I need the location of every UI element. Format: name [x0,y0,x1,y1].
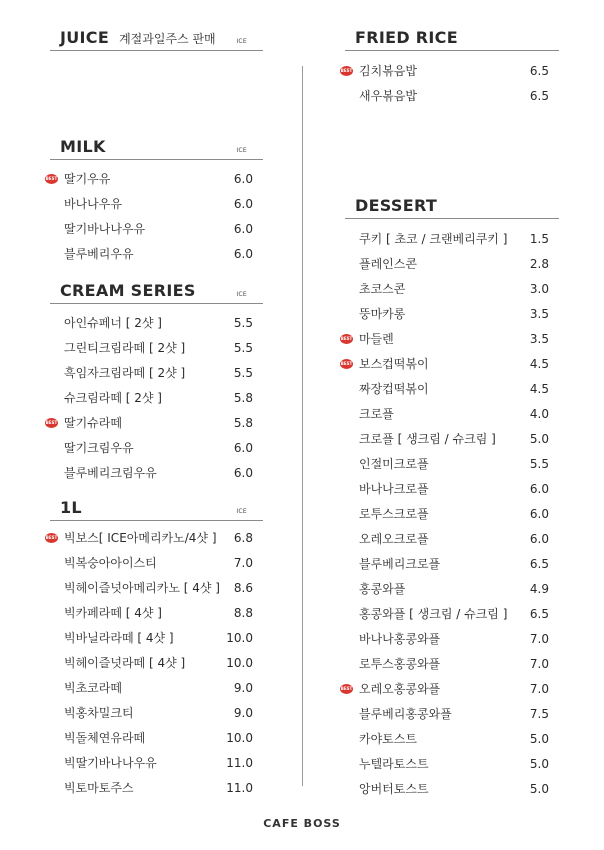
item-price: 5.0 [529,732,549,746]
item-name: 플레인스콘 [359,257,417,271]
menu-item [345,86,559,106]
section-header [50,26,263,51]
item-price: 5.5 [233,366,253,380]
item-price: 10.0 [226,631,253,645]
menu-item [340,329,559,349]
item-name: 빅헤이즐넛라떼 [ 4샷 ] [64,656,186,670]
item-name: 홍콩와플 [359,582,406,596]
item-price: 6.8 [233,531,253,545]
item-name: 카야토스트 [359,732,417,746]
menu-item [345,779,559,799]
menu-item [340,354,559,374]
item-name: 빅토마토주스 [64,781,134,795]
menu-item [345,754,559,774]
item-price: 5.5 [529,457,549,471]
item-price: 4.0 [529,407,549,421]
menu-item [345,704,559,724]
item-name: 빅복숭아아이스티 [64,556,157,570]
best-badge-icon: BEST [45,533,58,543]
item-name: 오레오홍콩와플 [359,682,441,696]
menu-item [345,729,559,749]
menu-item [345,379,559,399]
item-price: 4.5 [529,357,549,371]
ice-label: ICE [236,508,247,515]
best-badge-icon: BEST [340,359,353,369]
menu-item [45,413,263,433]
item-price: 5.0 [529,757,549,771]
item-price: 3.5 [529,332,549,346]
menu-item [345,529,559,549]
item-price: 3.0 [529,282,549,296]
item-name: 딸기바나나우유 [64,222,146,236]
item-name: 앙버터토스트 [359,782,429,796]
menu-item [345,454,559,474]
section-milk [45,135,263,261]
item-name: 바나나홍콩와플 [359,632,441,646]
menu-item [345,554,559,574]
item-name: 바나나우유 [64,197,122,211]
item-name: 빅홍차밀크티 [64,706,134,720]
menu-item [50,194,263,214]
item-price: 5.0 [529,432,549,446]
item-price: 6.0 [233,222,253,236]
section-header [50,135,263,160]
section-subtitle: 계절과일주스 판매 [119,32,216,46]
menu-item [345,429,559,449]
menu-item [345,629,559,649]
item-price: 4.9 [529,582,549,596]
menu-item [50,553,263,573]
item-name: 블루베리우유 [64,247,134,261]
item-name: 빅보스[ ICE아메리카노/4샷 ] [64,531,217,545]
item-price: 4.5 [529,382,549,396]
item-name: 홍콩와플 [ 생크림 / 슈크림 ] [359,607,508,621]
item-price: 6.5 [529,607,549,621]
item-name: 블루베리홍콩와플 [359,707,452,721]
item-price: 10.0 [226,731,253,745]
item-name: 빅초코라떼 [64,681,122,695]
menu-item [50,753,263,773]
item-price: 6.0 [529,532,549,546]
menu-item [50,219,263,239]
column-divider [302,66,303,786]
item-price: 3.5 [529,307,549,321]
item-name: 딸기우유 [64,172,111,186]
menu-item [45,169,263,189]
item-price: 6.5 [529,89,549,103]
item-name: 짜장컵떡볶이 [359,382,429,396]
item-price: 10.0 [226,656,253,670]
item-name: 빅딸기바나나우유 [64,756,157,770]
menu-item [345,279,559,299]
item-price: 5.8 [233,391,253,405]
menu-item [50,728,263,748]
item-price: 1.5 [529,232,549,246]
section-header [50,496,263,521]
item-price: 6.0 [233,197,253,211]
item-name: 아인슈페너 [ 2샷 ] [64,316,162,330]
menu-item [345,604,559,624]
item-price: 6.5 [529,64,549,78]
item-name: 빅돌체연유라떼 [64,731,146,745]
item-name: 로투스크로플 [359,507,429,521]
best-badge-icon: BEST [340,684,353,694]
item-name: 오레오크로플 [359,532,429,546]
menu-item [50,363,263,383]
section-title: JUICE 계절과일주스 판매 [60,28,216,47]
item-name: 인절미크로플 [359,457,429,471]
menu-item [50,338,263,358]
item-name: 블루베리크로플 [359,557,441,571]
section-title: DESSERT [355,196,438,215]
item-name: 김치볶음밥 [359,64,417,78]
item-price: 5.5 [233,341,253,355]
section-1l [45,496,263,795]
item-price: 6.0 [233,466,253,480]
ice-label: ICE [236,147,247,154]
item-price: 5.0 [529,782,549,796]
item-name: 쿠키 [ 초코 / 크랜베리쿠키 ] [359,232,508,246]
item-price: 5.8 [233,416,253,430]
item-price: 6.0 [233,172,253,186]
item-price: 5.5 [233,316,253,330]
menu-item [50,578,263,598]
item-price: 11.0 [226,756,253,770]
item-price: 7.0 [529,632,549,646]
item-price: 11.0 [226,781,253,795]
section-cream-series [45,279,263,480]
item-name: 바나나크로플 [359,482,429,496]
item-name: 로투스홍콩와플 [359,657,441,671]
item-price: 7.0 [529,657,549,671]
best-badge-icon: BEST [45,418,58,428]
menu-item [345,304,559,324]
item-name: 흑임자크림라떼 [ 2샷 ] [64,366,186,380]
section-header [345,194,559,219]
menu-item [50,603,263,623]
item-name: 크로플 [ 생크림 / 슈크림 ] [359,432,496,446]
menu-item [345,479,559,499]
item-price: 6.0 [529,482,549,496]
footer-brand: CAFE BOSS [263,817,341,830]
menu-item [345,404,559,424]
menu-item [50,703,263,723]
item-price: 6.0 [529,507,549,521]
ice-label: ICE [236,291,247,298]
menu-item [50,678,263,698]
menu-item [50,778,263,798]
menu-item [45,528,263,548]
menu-item [345,254,559,274]
section-title: 1L [60,498,82,517]
best-badge-icon: BEST [340,66,353,76]
item-name: 보스컵떡볶이 [359,357,429,371]
item-name: 크로플 [359,407,394,421]
item-price: 9.0 [233,681,253,695]
item-price: 6.0 [233,441,253,455]
item-name: 빅바닐라라떼 [ 4샷 ] [64,631,174,645]
menu-item [50,438,263,458]
menu-item [340,61,559,81]
section-header [50,279,263,304]
ice-label: ICE [236,38,247,45]
menu-item [50,313,263,333]
item-price: 2.8 [529,257,549,271]
section-header [345,26,559,51]
best-badge-icon: BEST [45,174,58,184]
section-title: MILK [60,137,106,156]
menu-item [50,463,263,483]
item-name: 새우볶음밥 [359,89,417,103]
item-price: 6.0 [233,247,253,261]
menu-item [345,504,559,524]
item-name: 빅카페라떼 [ 4샷 ] [64,606,162,620]
item-name: 빅헤이즐넛아메리카노 [ 4샷 ] [64,581,220,595]
item-price: 8.8 [233,606,253,620]
best-badge-icon: BEST [340,334,353,344]
menu-item [345,654,559,674]
item-price: 8.6 [233,581,253,595]
section-title: CREAM SERIES [60,281,196,300]
section-title: FRIED RICE [355,28,458,47]
item-name: 딸기크림우유 [64,441,134,455]
item-name: 마들렌 [359,332,394,346]
menu-item [345,579,559,599]
section-juice [50,26,263,51]
item-price: 9.0 [233,706,253,720]
menu-item [340,679,559,699]
item-price: 6.5 [529,557,549,571]
item-price: 7.5 [529,707,549,721]
menu-item [50,628,263,648]
item-price: 7.0 [529,682,549,696]
item-name: 슈크림라떼 [ 2샷 ] [64,391,162,405]
item-name: 그린티크림라떼 [ 2샷 ] [64,341,186,355]
item-name: 초코스콘 [359,282,406,296]
section-fried-rice [340,26,559,103]
menu-item [50,244,263,264]
menu-item [50,388,263,408]
menu-item [345,229,559,249]
item-name: 뚱마카롱 [359,307,406,321]
item-name: 딸기슈라떼 [64,416,122,430]
section-dessert [340,194,559,796]
item-name: 블루베리크림우유 [64,466,157,480]
menu-item [50,653,263,673]
item-name: 누텔라토스트 [359,757,429,771]
item-price: 7.0 [233,556,253,570]
